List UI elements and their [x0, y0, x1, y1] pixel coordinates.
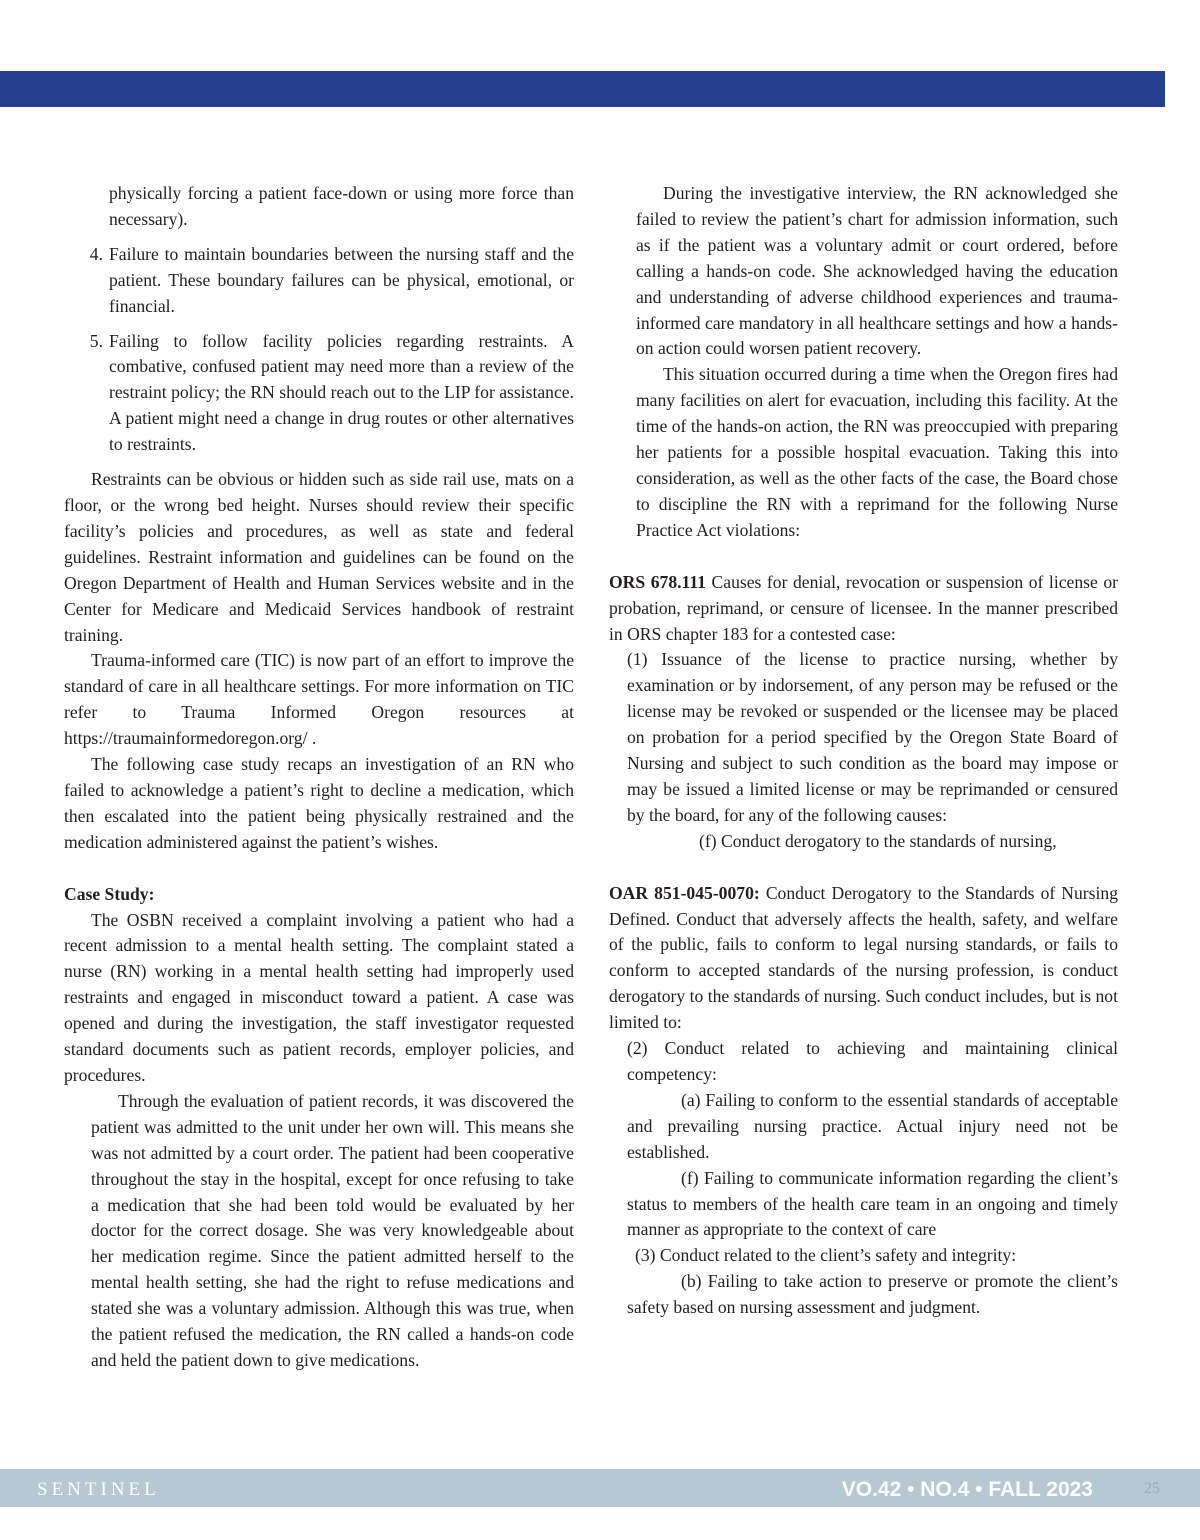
oar-text: Conduct Derogatory to the Standards of Nursing Defined. Conduct that adversely affects the health, safety, and welfare of the public, fails to conform to legal nursing standards, or fails to conform to accepted standards of the nursing profession, is conduct derogatory to the standards of nursing. Such conduct includes, but is not limited to:	[609, 882, 1118, 1033]
page-number: 25	[1144, 1480, 1160, 1497]
ors-label: ORS 678.111	[609, 571, 706, 592]
ors-sub-items	[609, 647, 1118, 854]
oar-sub-items-3	[609, 1269, 1118, 1321]
paragraph-complaint: The OSBN received a complaint involving a patient who had a recent admission to a mental health setting. The complaint stated a nurse (RN) working in a mental health setting had improperly used restraints and engaged in misconduct toward a patient. A case was opened and during the investigation, the staff investigator requested standard documents such as patient records, employer policies, and procedures.	[64, 909, 574, 1085]
paragraph-fires: This situation occurred during a time when the Oregon fires had many facilities on alert for evacuation, including this facility. At the time of the hands-on action, the RN was preoccupied with preparing her patients for a possible hospital evacuation. Taking this into consideration, as well as the other facts of the case, the Board chose to discipline the RN with a reprimand for the following Nurse Practice Act violations:	[636, 364, 1118, 540]
right-column	[609, 181, 1118, 1321]
list-item-4	[64, 242, 574, 320]
oar-item-3-wrap	[609, 1243, 1118, 1269]
list-text: Failure to maintain boundaries between the nursing staff and the patient. These boundary failures can be physical, emotional, or financial.	[109, 243, 574, 316]
oar-item-3b: (b) Failing to take action to preserve or promote the client’s safety based on nursing assessment and judgment.	[627, 1271, 1118, 1318]
oar-rule	[609, 881, 1118, 1036]
paragraph-tic: Trauma-informed care (TIC) is now part of an effort to improve the standard of care in all healthcare settings. For more information on TIC refer to Trauma Informed Oregon resources at https://traumainformedoregon.org/ .	[64, 650, 574, 749]
interview-block	[609, 181, 1118, 544]
publication-name: SENTINEL	[37, 1479, 160, 1500]
list-number: 5.	[89, 330, 103, 351]
ors-text: Causes for denial, revocation or suspension of license or probation, reprimand, or censure of licensee. In the manner prescribed in ORS chapter 183 for a contested case:	[609, 571, 1118, 644]
left-column	[64, 181, 574, 1374]
list-item-continued: physically forcing a patient face-down or using more force than necessary).	[109, 183, 574, 229]
list-text: Failing to follow facility policies regarding restraints. A combative, confused patient may need more than a review of the restraint policy; the RN should reach out to the LIP for assistance. A patient might need a change in drug routes or other alternatives to restraints.	[109, 330, 574, 455]
oar-item-2a: (a) Failing to conform to the essential standards of acceptable and prevailing nursing practice. Actual injury need not be established.	[627, 1089, 1118, 1162]
oar-item-2f: (f) Failing to communicate information regarding the client’s status to members of the health care team in an ongoing and timely manner as appropriate to the context of care	[627, 1167, 1118, 1240]
ors-item-f: (f) Conduct derogatory to the standards of nursing,	[699, 830, 1057, 851]
case-study-heading	[64, 882, 574, 908]
list-number: 4.	[89, 243, 103, 264]
paragraph-interview: During the investigative interview, the RN acknowledged she failed to review the patient’s chart for admission information, such as if the patient was a voluntary admit or court ordered, before calling a hands-on code. She acknowledged having the education and understanding of adverse childhood experiences and trauma-informed care mandatory in all healthcare settings and how a hands-on action could worsen patient recovery.	[636, 183, 1118, 359]
paragraph-evaluation: Through the evaluation of patient records, it was discovered the patient was admitted to the unit under her own will. This means she was not admitted by a court order. The patient had been cooperative throughout the stay in the hospital, except for once refusing to take a medication that she had been told would be evaluated by her doctor for the correct dosage. She was very knowledgeable about her medication regime. Since the patient admitted herself to the mental health setting, she had the right to refuse medications and stated she was a voluntary admission. Although this was true, when the patient refused the medication, the RN called a hands-on code and held the patient down to give medications.	[91, 1090, 574, 1370]
case-study-heading-text: Case Study:	[64, 883, 155, 904]
ors-item-1: (1) Issuance of the license to practice nursing, whether by examination or by indorsement, of any person may be refused or the license may be revoked or suspended or the licensee may be placed on probation for a period specified by the Oregon State Board of Nursing and subject to such condition as the board may impose or may be issued a limited license or may be reprimanded or censured by the board, for any of the following causes:	[627, 649, 1118, 825]
oar-item-2: (2) Conduct related to achieving and maintaining clinical competency:	[627, 1038, 1118, 1084]
header-band	[0, 71, 1165, 107]
issue-info: VO.42 • NO.4 • FALL 2023	[841, 1478, 1093, 1501]
evaluation-block	[64, 1089, 574, 1374]
list-item-5	[64, 329, 574, 459]
oar-label: OAR 851-045-0070:	[609, 882, 760, 903]
paragraph-restraints: Restraints can be obvious or hidden such as side rail use, mats on a floor, or the wrong bed height. Nurses should review their specific facility’s policies and procedures, as well as state and federal guidelines. Restraint information and guidelines can be found on the Oregon Department of Health and Human Services website and in the Center for Medicare and Medicaid Services handbook of restraint training.	[64, 469, 574, 645]
ors-statute	[609, 570, 1118, 648]
oar-sub-items	[609, 1036, 1118, 1243]
oar-item-3: (3) Conduct related to the client’s safety and integrity:	[635, 1245, 1017, 1266]
paragraph-case-intro: The following case study recaps an investigation of an RN who failed to acknowledge a patient’s right to decline a medication, which then escalated into the patient being physically restrained and the medication administered against the patient’s wishes.	[64, 754, 574, 852]
